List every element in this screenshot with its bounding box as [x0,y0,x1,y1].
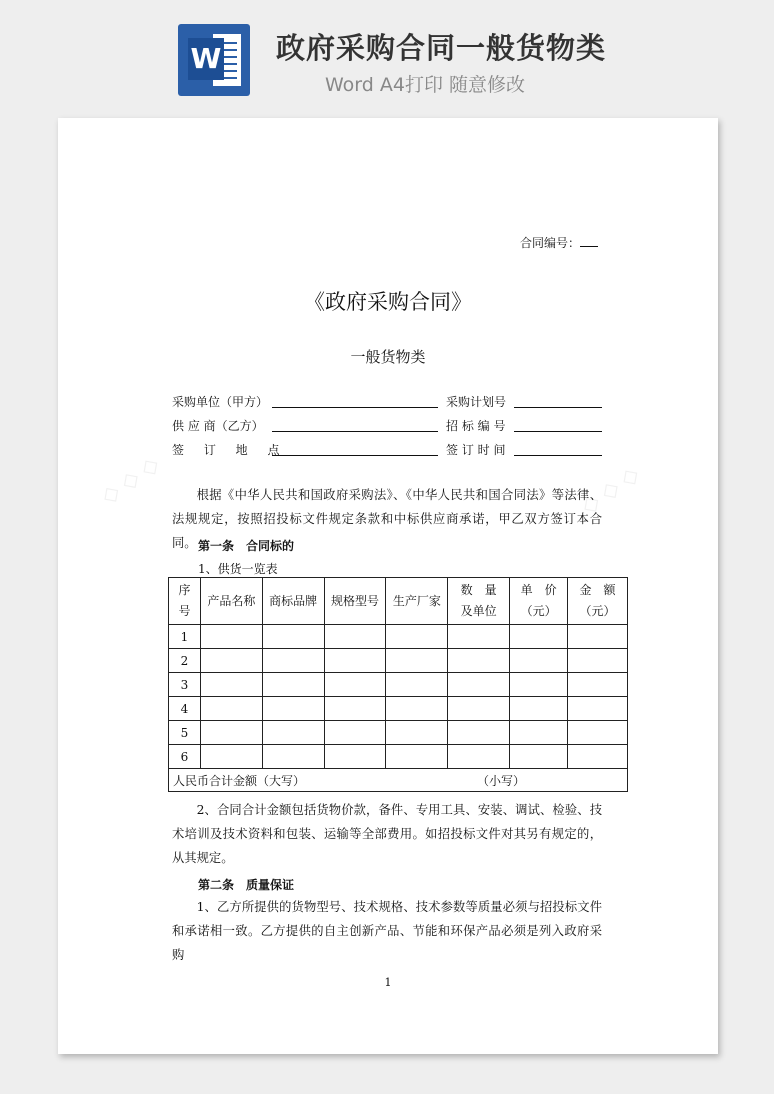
field-supplier-blank[interactable] [272,431,438,432]
article-2-heading: 第二条 质量保证 [198,878,295,892]
item-2-paragraph: 2、合同合计金额包括货物价款，备件、专用工具、安装、调试、检验、技术培训及技术资料和包装、运输等全部费用。如招投标文件对其另有规定的，从其规定。 [172,803,602,865]
word-icon [178,24,250,96]
col-header-qty: 数 量 及单位 [448,578,510,625]
col-header-amount: 金 额 （元） [568,578,628,625]
table-header-row [169,578,628,625]
row-number: 4 [169,697,201,721]
col-header-maker: 生产厂家 [386,578,448,625]
document-title: 《政府采购合同》 [304,290,472,314]
total-label: 人民币合计金额（大写） [173,773,306,788]
watermark: ◇ ◇ ◇ [576,461,645,520]
intro-paragraph: 根据《中华人民共和国政府采购法》、《中华人民共和国合同法》等法律、法规规定，按照招投标文件规定条款和中标供应商承诺，甲乙双方签订本合同。 [172,488,602,550]
table-row [169,697,628,721]
field-plan-no-label: 采购计划号 [446,395,507,409]
col-header-price: 单 价 （元） [510,578,568,625]
col-header-model: 规格型号 [324,578,386,625]
table-total-row [169,769,628,792]
total-small-label: （小写） [477,773,526,788]
col-header-seq: 序号 [169,578,201,625]
field-bid-no-label: 招 标 编 号 [446,419,506,433]
field-plan-no-blank[interactable] [514,407,602,408]
page-number: 1 [384,976,392,989]
item-1-label: 1、供货一览表 [198,562,278,576]
article-1-heading: 第一条 合同标的 [198,539,295,553]
total-amount-cell[interactable] [169,769,628,792]
col-header-name: 产品名称 [200,578,262,625]
field-supplier-label: 供 应 商（乙方） [172,419,264,433]
banner-subtitle: Word A4打印 随意修改 [325,74,526,96]
field-time-label: 签 订 时 间 [446,443,506,457]
col-header-brand: 商标品牌 [262,578,324,625]
contract-number-label: 合同编号： [520,236,581,250]
field-buyer-label: 采购单位（甲方） [172,395,269,409]
row-number: 1 [169,625,201,649]
supply-table [168,577,628,792]
watermark: ◇ ◇ ◇ [96,451,165,510]
table-row [169,745,628,769]
row-number: 6 [169,745,201,769]
row-number: 2 [169,649,201,673]
field-place-label: 签 订 地 点 [172,443,288,457]
contract-number-blank[interactable] [580,235,598,247]
banner-title: 政府采购合同一般货物类 [276,31,607,65]
contract-number [520,234,598,251]
field-buyer-blank[interactable] [272,407,438,408]
banner [0,0,774,110]
table-row [169,721,628,745]
field-bid-no-blank[interactable] [514,431,602,432]
table-row [169,649,628,673]
table-row [169,625,628,649]
row-number: 3 [169,673,201,697]
word-letter: W [188,38,224,80]
row-number: 5 [169,721,201,745]
item-3-paragraph: 1、乙方所提供的货物型号、技术规格、技术参数等质量必须与招投标文件和承诺相一致。乙方提供的自主创新产品、节能和环保产品必须是列入政府采购 [172,900,602,962]
field-time-blank[interactable] [514,455,602,456]
table-row [169,673,628,697]
field-place-blank[interactable] [272,455,438,456]
document-subtitle: 一般货物类 [350,348,426,366]
document-page [58,118,718,1054]
